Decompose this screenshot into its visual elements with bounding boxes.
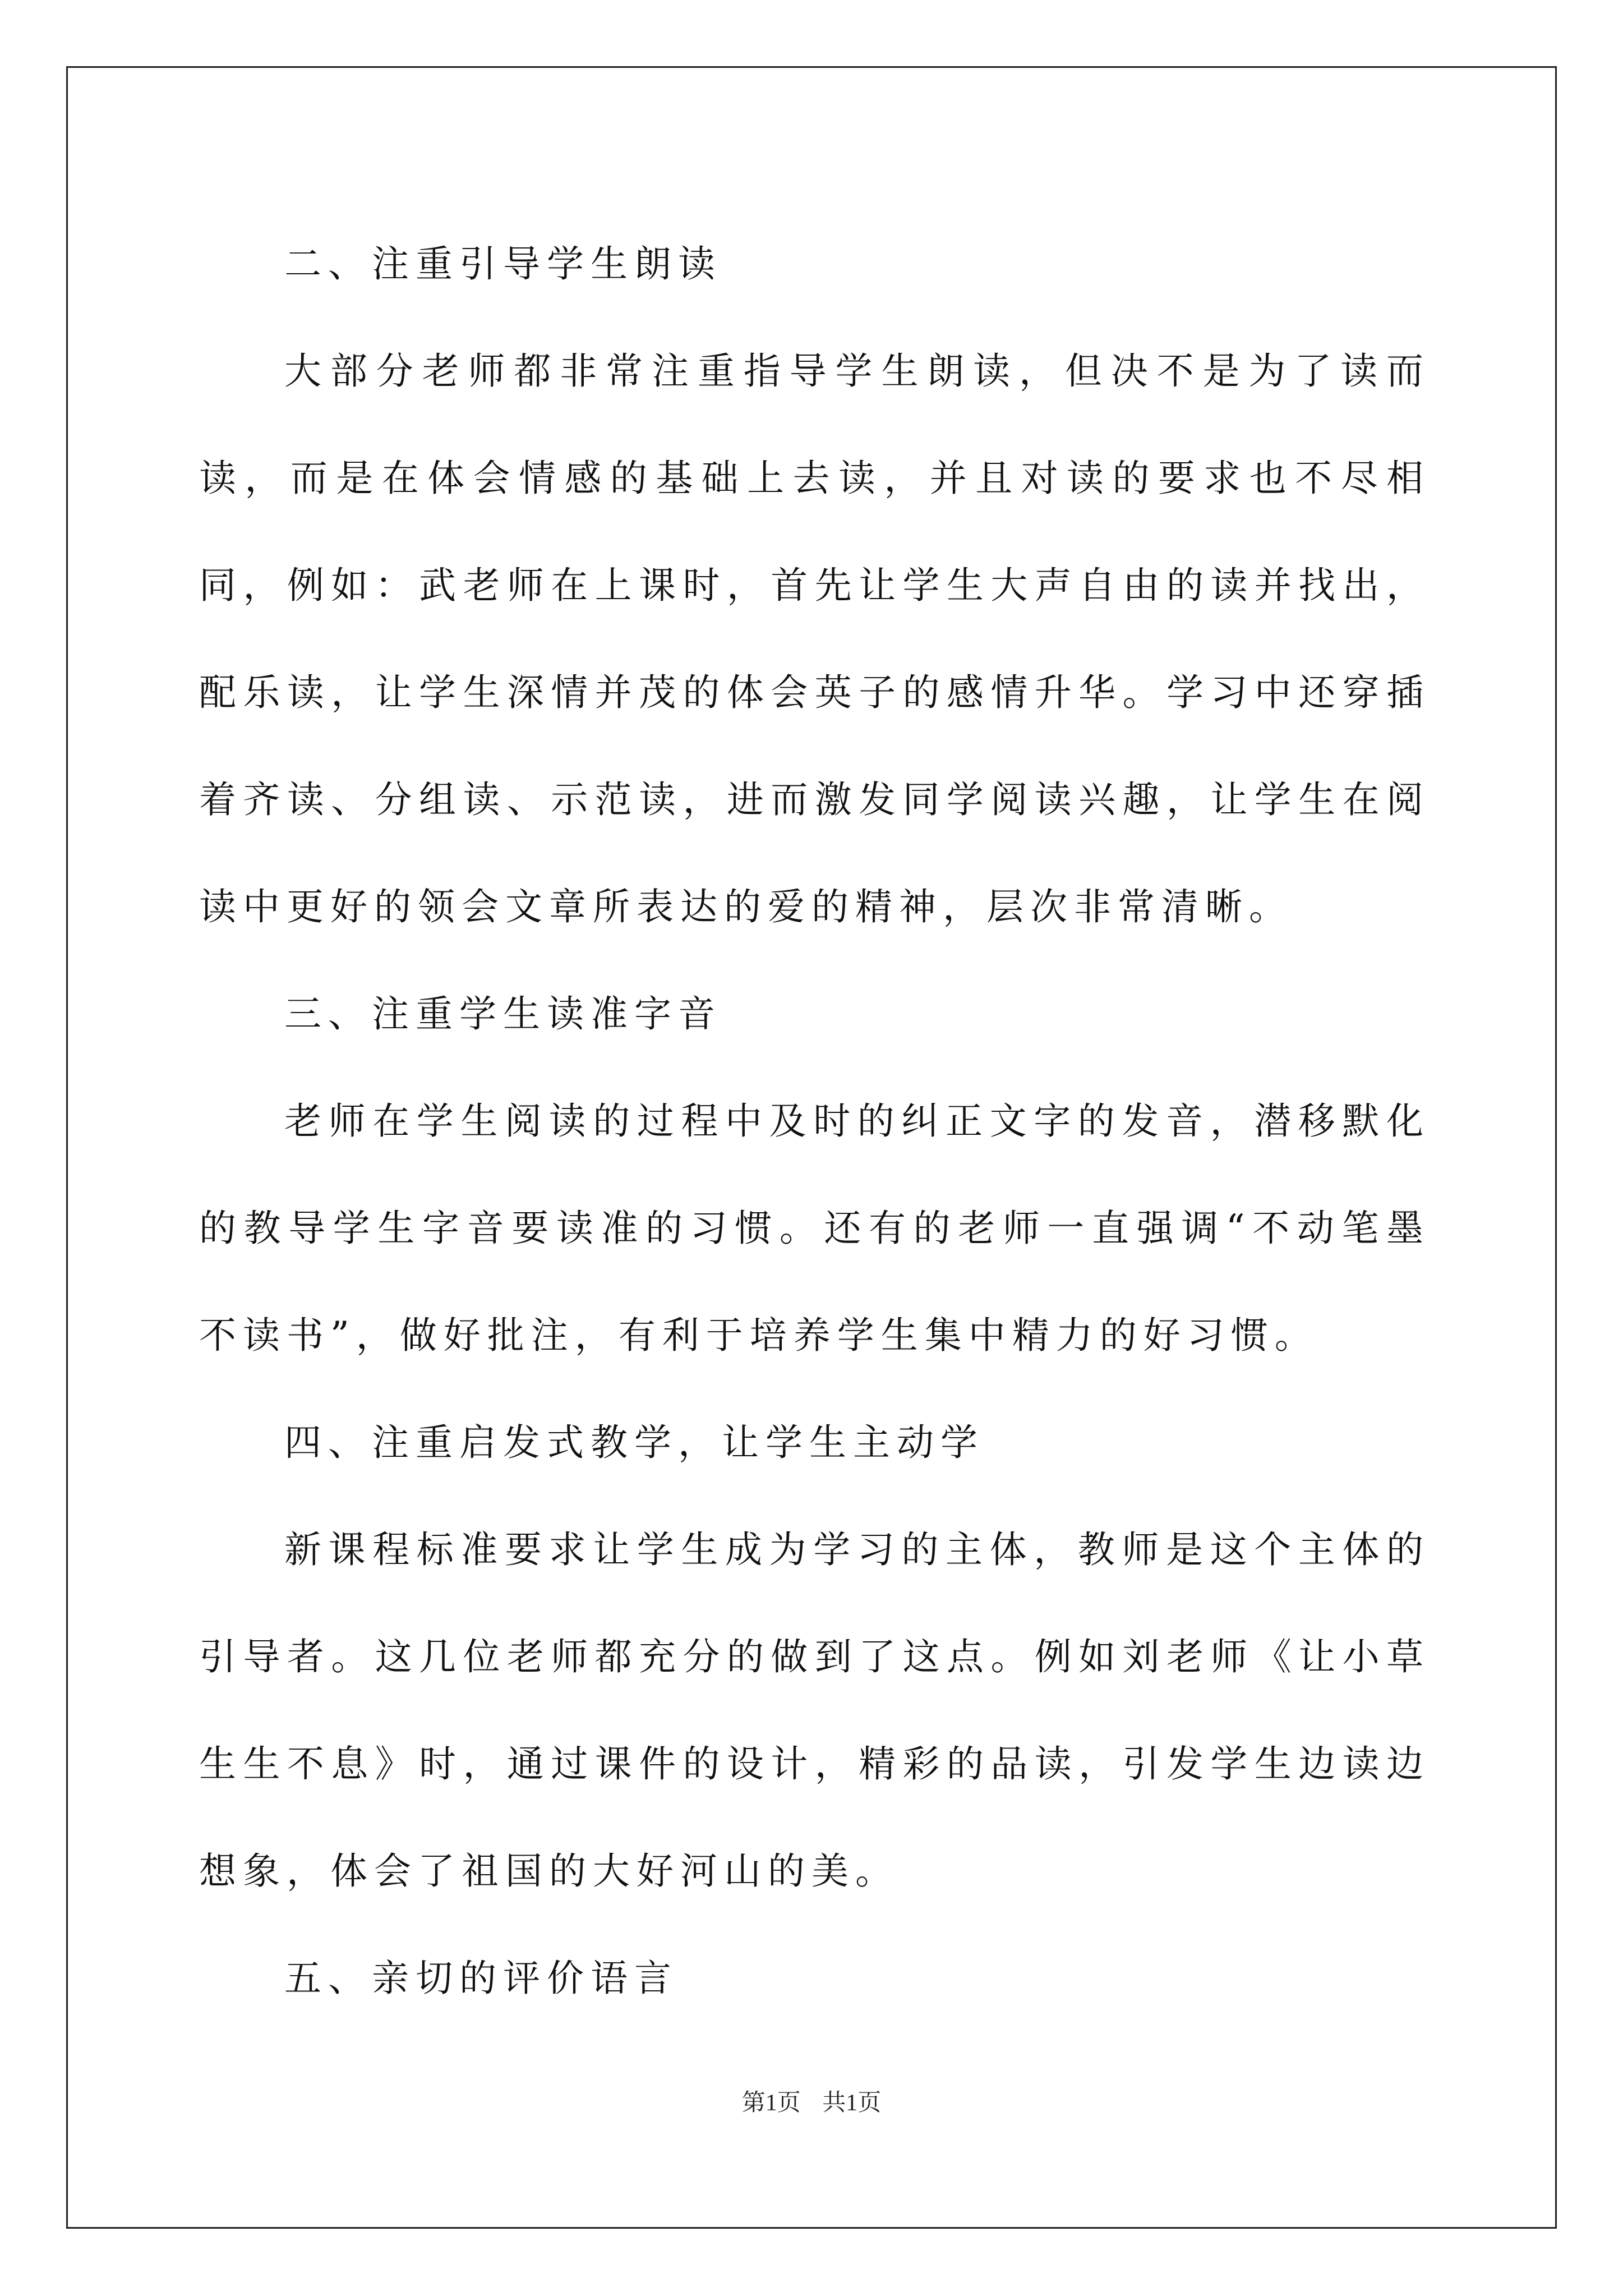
page-number: 第1页 — [741, 2090, 801, 2116]
section-heading: 三、注重学生读准字音 — [284, 992, 722, 1036]
body-paragraph: 大部分老师都非常注重指导学生朗读，但决不是为了读而读，而是在体会情感的基础上去读，并且对读的要求也不尽相同，例如：武老师在上课时，首先让学生大声自由的读并找出，配乐读，让学生深情并茂的体会英子的感情升华。学习中还穿插着齐读、分组读、示范读，进而激发同学阅读兴趣，让学生在阅读中更好的领会文章所表达的爱的精神，层次非常清晰。 — [199, 349, 1430, 928]
section-heading: 五、亲切的评价语言 — [284, 1957, 678, 2000]
section-heading: 二、注重引导学生朗读 — [284, 242, 722, 286]
document-body — [199, 210, 1430, 2032]
page-total: 共1页 — [822, 2090, 882, 2116]
page-footer — [0, 2084, 1623, 2118]
section-heading: 四、注重启发式教学，让学生主动学 — [284, 1421, 984, 1464]
body-paragraph: 新课程标准要求让学生成为学习的主体，教师是这个主体的引导者。这几位老师都充分的做到了这点。例如刘老师《让小草生生不息》时，通过课件的设计，精彩的品读，引发学生边读边想象，体会了祖国的大好河山的美。 — [199, 1528, 1430, 1893]
body-paragraph: 老师在学生阅读的过程中及时的纠正文字的发音，潜移默化的教导学生字音要读准的习惯。还有的老师一直强调“不动笔墨不读书”，做好批注，有利于培养学生集中精力的好习惯。 — [199, 1099, 1430, 1357]
